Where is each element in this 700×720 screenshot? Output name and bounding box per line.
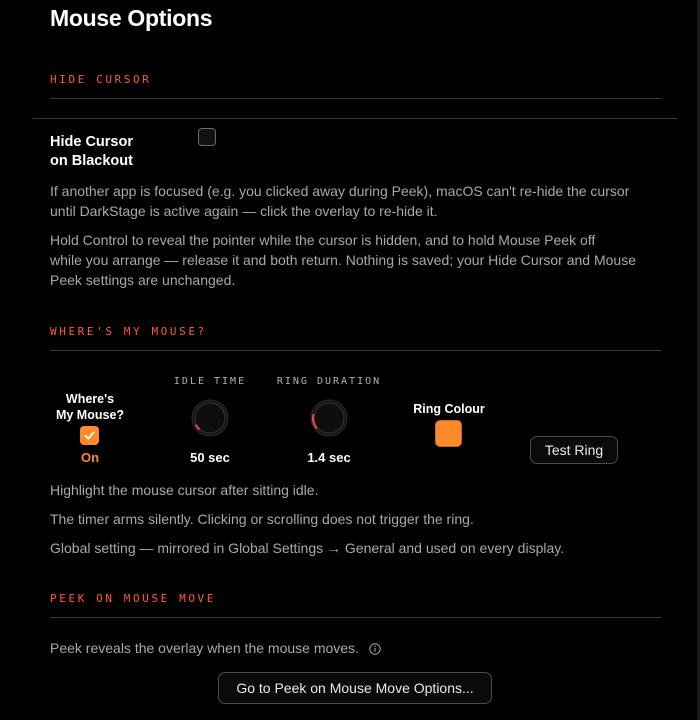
ring-duration-knob[interactable] [309,398,349,438]
info-icon[interactable] [369,643,381,655]
hide-cursor-label-line1: Hide Cursor [50,134,133,150]
divider [50,617,661,618]
peek-description [50,638,670,658]
hide-cursor-label [50,133,133,171]
desc-line: until DarkStage is active again — click the overlay to re-hide it. [50,203,438,219]
ring-colour-swatch[interactable] [435,420,462,447]
section-header-hide-cursor: HIDE CURSOR [50,73,152,86]
hide-cursor-checkbox[interactable] [198,128,216,146]
desc-line: Peek settings are unchanged. [50,272,236,288]
desc-line: Hold Control to reveal the pointer while the cursor is hidden, and to hold Mouse Peek off [50,232,596,248]
control-key-description [50,230,670,290]
label-line: Where's [65,392,115,406]
wheres-my-mouse-desc2: The timer arms silently. Clicking or scrolling does not trigger the ring. [50,511,474,527]
peek-description-text: Peek reveals the overlay when the mouse moves. [50,640,359,656]
ring-colour-label: Ring Colour [413,402,485,416]
wheres-my-mouse-desc3: Global setting — mirrored in Global Settings → General and used on every display. [50,540,565,556]
wheres-my-mouse-state: On [80,450,100,465]
desc-line: If another app is focused (e.g. you clicked away during Peek), macOS can't re-hide the cursor [50,183,630,199]
test-ring-button[interactable]: Test Ring [530,436,618,464]
wheres-my-mouse-label [50,391,130,423]
idle-time-label: IDLE TIME [173,376,247,387]
idle-time-value: 50 sec [190,450,230,465]
ring-duration-value: 1.4 sec [307,450,351,465]
hide-cursor-description [50,181,670,221]
checkmark-icon [83,429,96,442]
ring-duration-label: RING DURATION [276,376,382,387]
section-header-peek-on-mouse-move: PEEK ON MOUSE MOVE [50,592,217,605]
divider [33,118,677,119]
section-header-wheres-my-mouse: WHERE'S MY MOUSE? [50,325,207,338]
hide-cursor-label-line2: on Blackout [50,153,133,169]
label-line: My Mouse? [55,408,125,422]
divider [50,98,661,99]
wheres-my-mouse-checkbox[interactable] [80,426,99,445]
page-title: Mouse Options [50,5,213,31]
divider [50,350,661,351]
desc-line: while you arrange — release it and both return. Nothing is saved; your Hide Cursor and Mouse [50,252,636,268]
wheres-my-mouse-desc1: Highlight the mouse cursor after sitting idle. [50,482,319,498]
idle-time-knob[interactable] [190,398,230,438]
go-to-peek-options-button[interactable]: Go to Peek on Mouse Move Options... [218,672,492,704]
